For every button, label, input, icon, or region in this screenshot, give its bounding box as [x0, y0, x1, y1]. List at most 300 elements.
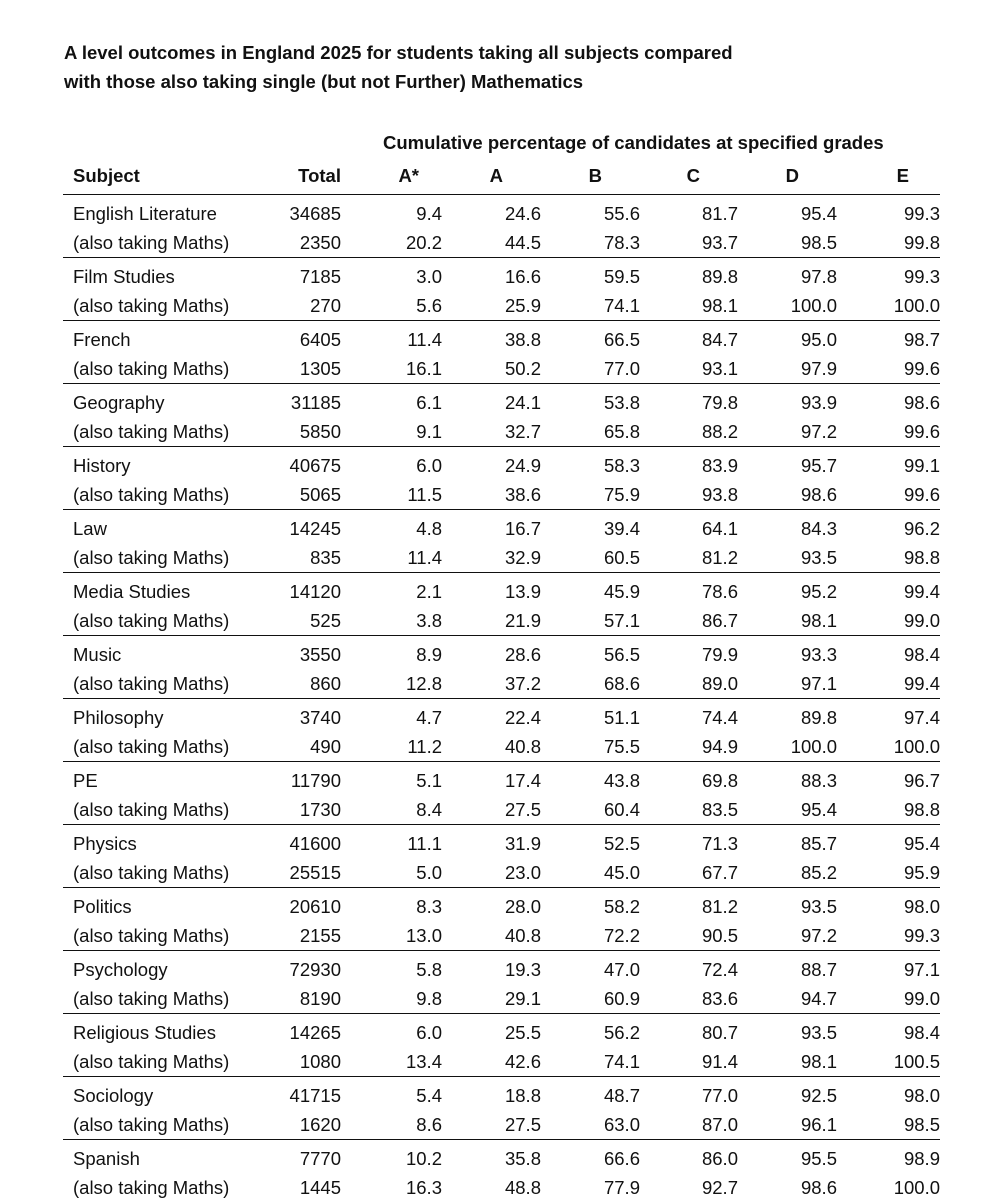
maths-grade-cell: 98.5: [837, 1110, 940, 1140]
grade-cell: 53.8: [541, 384, 640, 418]
maths-total-cell: 1305: [273, 354, 341, 384]
maths-grade-cell: 99.6: [837, 417, 940, 447]
table-row: [63, 510, 940, 544]
maths-grade-cell: 78.3: [541, 228, 640, 258]
grade-cell: 16.7: [442, 510, 541, 544]
maths-label-cell: (also taking Maths): [63, 543, 273, 573]
maths-total-cell: 835: [273, 543, 341, 573]
total-cell: 3550: [273, 636, 341, 670]
grade-cell: 81.7: [640, 195, 738, 229]
grade-cell: 28.0: [442, 888, 541, 922]
subject-cell: Psychology: [63, 951, 273, 985]
table-row: [63, 321, 940, 355]
maths-grade-cell: 99.6: [837, 354, 940, 384]
grade-cell: 93.3: [738, 636, 837, 670]
maths-label-cell: (also taking Maths): [63, 291, 273, 321]
maths-grade-cell: 86.7: [640, 606, 738, 636]
maths-grade-cell: 93.5: [738, 543, 837, 573]
maths-label-cell: (also taking Maths): [63, 1047, 273, 1077]
maths-total-cell: 1730: [273, 795, 341, 825]
grade-cell: 99.4: [837, 573, 940, 607]
maths-grade-cell: 12.8: [341, 669, 442, 699]
maths-grade-cell: 83.5: [640, 795, 738, 825]
grade-cell: 69.8: [640, 762, 738, 796]
grade-cell: 89.8: [738, 699, 837, 733]
title-line-2: with those also taking single (but not Further) Mathematics: [64, 67, 944, 96]
maths-grade-cell: 5.0: [341, 858, 442, 888]
maths-label-cell: (also taking Maths): [63, 1110, 273, 1140]
outcomes-table: [63, 158, 940, 1202]
grade-cell: 86.0: [640, 1140, 738, 1174]
grade-cell: 88.7: [738, 951, 837, 985]
grade-cell: 99.3: [837, 195, 940, 229]
maths-total-cell: 2155: [273, 921, 341, 951]
header-grade-astar: A*: [341, 158, 442, 195]
table-row: [63, 258, 940, 292]
grade-cell: 6.1: [341, 384, 442, 418]
total-cell: 41715: [273, 1077, 341, 1111]
header-grade-d: D: [738, 158, 837, 195]
grade-cell: 98.7: [837, 321, 940, 355]
table-row: [63, 1140, 940, 1174]
maths-grade-cell: 100.0: [837, 1173, 940, 1202]
maths-grade-cell: 97.9: [738, 354, 837, 384]
maths-grade-cell: 23.0: [442, 858, 541, 888]
grade-cell: 81.2: [640, 888, 738, 922]
maths-grade-cell: 93.8: [640, 480, 738, 510]
total-cell: 14245: [273, 510, 341, 544]
table-row: [63, 669, 940, 699]
grade-cell: 39.4: [541, 510, 640, 544]
maths-grade-cell: 97.1: [738, 669, 837, 699]
grade-cell: 92.5: [738, 1077, 837, 1111]
table-row: [63, 732, 940, 762]
table-row: [63, 951, 940, 985]
maths-grade-cell: 68.6: [541, 669, 640, 699]
grade-cell: 95.5: [738, 1140, 837, 1174]
grade-cell: 89.8: [640, 258, 738, 292]
maths-total-cell: 860: [273, 669, 341, 699]
maths-grade-cell: 88.2: [640, 417, 738, 447]
maths-grade-cell: 99.8: [837, 228, 940, 258]
grade-cell: 16.6: [442, 258, 541, 292]
grade-cell: 58.2: [541, 888, 640, 922]
grade-cell: 93.5: [738, 1014, 837, 1048]
maths-grade-cell: 63.0: [541, 1110, 640, 1140]
grade-cell: 10.2: [341, 1140, 442, 1174]
grade-cell: 22.4: [442, 699, 541, 733]
table-row: [63, 354, 940, 384]
table-row: [63, 573, 940, 607]
grade-cell: 88.3: [738, 762, 837, 796]
maths-grade-cell: 74.1: [541, 1047, 640, 1077]
grade-cell: 24.1: [442, 384, 541, 418]
grade-cell: 5.1: [341, 762, 442, 796]
subject-cell: Physics: [63, 825, 273, 859]
maths-grade-cell: 95.4: [738, 795, 837, 825]
grade-cell: 43.8: [541, 762, 640, 796]
maths-grade-cell: 32.7: [442, 417, 541, 447]
grade-cell: 98.4: [837, 1014, 940, 1048]
maths-grade-cell: 94.7: [738, 984, 837, 1014]
total-cell: 11790: [273, 762, 341, 796]
maths-grade-cell: 50.2: [442, 354, 541, 384]
maths-grade-cell: 77.9: [541, 1173, 640, 1202]
maths-total-cell: 1080: [273, 1047, 341, 1077]
table-row: [63, 888, 940, 922]
maths-grade-cell: 97.2: [738, 921, 837, 951]
table-row: [63, 480, 940, 510]
grade-cell: 45.9: [541, 573, 640, 607]
grade-cell: 95.4: [837, 825, 940, 859]
grade-cell: 97.1: [837, 951, 940, 985]
table-row: [63, 1077, 940, 1111]
maths-grade-cell: 99.0: [837, 606, 940, 636]
grade-cell: 24.6: [442, 195, 541, 229]
maths-grade-cell: 100.5: [837, 1047, 940, 1077]
grade-cell: 55.6: [541, 195, 640, 229]
subject-cell: French: [63, 321, 273, 355]
grade-cell: 84.7: [640, 321, 738, 355]
maths-total-cell: 5850: [273, 417, 341, 447]
grade-cell: 98.0: [837, 888, 940, 922]
grade-cell: 98.9: [837, 1140, 940, 1174]
maths-grade-cell: 60.4: [541, 795, 640, 825]
maths-grade-cell: 57.1: [541, 606, 640, 636]
grade-cell: 83.9: [640, 447, 738, 481]
grades-super-header: Cumulative percentage of candidates at specified grades: [383, 132, 884, 154]
grade-cell: 3.0: [341, 258, 442, 292]
maths-grade-cell: 16.3: [341, 1173, 442, 1202]
grade-cell: 35.8: [442, 1140, 541, 1174]
maths-grade-cell: 100.0: [837, 291, 940, 321]
maths-grade-cell: 77.0: [541, 354, 640, 384]
subject-cell: Philosophy: [63, 699, 273, 733]
table-row: [63, 795, 940, 825]
maths-grade-cell: 98.6: [738, 1173, 837, 1202]
grade-cell: 2.1: [341, 573, 442, 607]
subject-cell: Law: [63, 510, 273, 544]
grade-cell: 56.5: [541, 636, 640, 670]
maths-grade-cell: 27.5: [442, 795, 541, 825]
table-row: [63, 1173, 940, 1202]
maths-grade-cell: 40.8: [442, 921, 541, 951]
total-cell: 7185: [273, 258, 341, 292]
grade-cell: 24.9: [442, 447, 541, 481]
subject-cell: English Literature: [63, 195, 273, 229]
subject-cell: Music: [63, 636, 273, 670]
maths-label-cell: (also taking Maths): [63, 921, 273, 951]
header-grade-a: A: [442, 158, 541, 195]
grade-cell: 84.3: [738, 510, 837, 544]
maths-grade-cell: 67.7: [640, 858, 738, 888]
maths-grade-cell: 91.4: [640, 1047, 738, 1077]
maths-grade-cell: 60.5: [541, 543, 640, 573]
total-cell: 7770: [273, 1140, 341, 1174]
maths-grade-cell: 85.2: [738, 858, 837, 888]
maths-grade-cell: 98.8: [837, 795, 940, 825]
grade-cell: 9.4: [341, 195, 442, 229]
maths-grade-cell: 98.1: [640, 291, 738, 321]
maths-grade-cell: 99.3: [837, 921, 940, 951]
table-row: [63, 447, 940, 481]
grade-cell: 95.0: [738, 321, 837, 355]
table-row: [63, 858, 940, 888]
maths-grade-cell: 11.2: [341, 732, 442, 762]
grade-cell: 8.3: [341, 888, 442, 922]
grade-cell: 80.7: [640, 1014, 738, 1048]
maths-grade-cell: 32.9: [442, 543, 541, 573]
maths-grade-cell: 100.0: [738, 732, 837, 762]
grade-cell: 4.8: [341, 510, 442, 544]
maths-total-cell: 2350: [273, 228, 341, 258]
maths-grade-cell: 38.6: [442, 480, 541, 510]
maths-label-cell: (also taking Maths): [63, 417, 273, 447]
maths-grade-cell: 60.9: [541, 984, 640, 1014]
table-row: [63, 417, 940, 447]
maths-grade-cell: 93.7: [640, 228, 738, 258]
header-grade-c: C: [640, 158, 738, 195]
grade-cell: 95.7: [738, 447, 837, 481]
grade-cell: 72.4: [640, 951, 738, 985]
table-row: [63, 228, 940, 258]
grade-cell: 99.1: [837, 447, 940, 481]
maths-grade-cell: 48.8: [442, 1173, 541, 1202]
grade-cell: 11.4: [341, 321, 442, 355]
maths-total-cell: 8190: [273, 984, 341, 1014]
maths-label-cell: (also taking Maths): [63, 228, 273, 258]
grade-cell: 97.8: [738, 258, 837, 292]
maths-grade-cell: 13.0: [341, 921, 442, 951]
maths-grade-cell: 40.8: [442, 732, 541, 762]
maths-grade-cell: 42.6: [442, 1047, 541, 1077]
table-row: [63, 1110, 940, 1140]
grade-cell: 93.9: [738, 384, 837, 418]
maths-grade-cell: 98.1: [738, 1047, 837, 1077]
header-grade-b: B: [541, 158, 640, 195]
grade-cell: 48.7: [541, 1077, 640, 1111]
subject-cell: History: [63, 447, 273, 481]
subject-cell: Sociology: [63, 1077, 273, 1111]
subject-cell: Media Studies: [63, 573, 273, 607]
maths-label-cell: (also taking Maths): [63, 984, 273, 1014]
maths-grade-cell: 3.8: [341, 606, 442, 636]
maths-total-cell: 1445: [273, 1173, 341, 1202]
title-line-1: A level outcomes in England 2025 for students taking all subjects compared: [64, 38, 944, 67]
table-row: [63, 1014, 940, 1048]
grade-cell: 99.3: [837, 258, 940, 292]
maths-grade-cell: 27.5: [442, 1110, 541, 1140]
maths-grade-cell: 11.4: [341, 543, 442, 573]
maths-grade-cell: 29.1: [442, 984, 541, 1014]
grade-cell: 28.6: [442, 636, 541, 670]
maths-grade-cell: 100.0: [738, 291, 837, 321]
grade-cell: 85.7: [738, 825, 837, 859]
maths-grade-cell: 74.1: [541, 291, 640, 321]
header-row: [63, 158, 940, 195]
total-cell: 14120: [273, 573, 341, 607]
header-total: Total: [273, 158, 341, 195]
grade-cell: 59.5: [541, 258, 640, 292]
grade-cell: 51.1: [541, 699, 640, 733]
maths-grade-cell: 99.6: [837, 480, 940, 510]
table-row: [63, 291, 940, 321]
maths-grade-cell: 100.0: [837, 732, 940, 762]
grade-cell: 6.0: [341, 447, 442, 481]
maths-grade-cell: 98.8: [837, 543, 940, 573]
table-body: [63, 195, 940, 1202]
table-row: [63, 762, 940, 796]
grade-cell: 47.0: [541, 951, 640, 985]
table-row: [63, 384, 940, 418]
grade-cell: 5.4: [341, 1077, 442, 1111]
maths-total-cell: 25515: [273, 858, 341, 888]
maths-total-cell: 270: [273, 291, 341, 321]
maths-grade-cell: 21.9: [442, 606, 541, 636]
maths-grade-cell: 83.6: [640, 984, 738, 1014]
table-row: [63, 921, 940, 951]
total-cell: 31185: [273, 384, 341, 418]
grade-cell: 6.0: [341, 1014, 442, 1048]
maths-label-cell: (also taking Maths): [63, 669, 273, 699]
subject-cell: PE: [63, 762, 273, 796]
table-row: [63, 195, 940, 229]
maths-grade-cell: 11.5: [341, 480, 442, 510]
maths-grade-cell: 16.1: [341, 354, 442, 384]
grade-cell: 96.7: [837, 762, 940, 796]
grade-cell: 13.9: [442, 573, 541, 607]
maths-grade-cell: 8.4: [341, 795, 442, 825]
table-row: [63, 699, 940, 733]
total-cell: 41600: [273, 825, 341, 859]
maths-total-cell: 1620: [273, 1110, 341, 1140]
grade-cell: 19.3: [442, 951, 541, 985]
maths-grade-cell: 94.9: [640, 732, 738, 762]
maths-label-cell: (also taking Maths): [63, 480, 273, 510]
maths-grade-cell: 98.5: [738, 228, 837, 258]
maths-grade-cell: 99.0: [837, 984, 940, 1014]
grade-cell: 98.0: [837, 1077, 940, 1111]
maths-label-cell: (also taking Maths): [63, 1173, 273, 1202]
grade-cell: 38.8: [442, 321, 541, 355]
maths-grade-cell: 75.9: [541, 480, 640, 510]
maths-grade-cell: 37.2: [442, 669, 541, 699]
maths-grade-cell: 89.0: [640, 669, 738, 699]
maths-grade-cell: 99.4: [837, 669, 940, 699]
grade-cell: 18.8: [442, 1077, 541, 1111]
maths-total-cell: 490: [273, 732, 341, 762]
grade-cell: 79.8: [640, 384, 738, 418]
grade-cell: 31.9: [442, 825, 541, 859]
grade-cell: 4.7: [341, 699, 442, 733]
grade-cell: 95.4: [738, 195, 837, 229]
grade-cell: 25.5: [442, 1014, 541, 1048]
maths-label-cell: (also taking Maths): [63, 354, 273, 384]
maths-grade-cell: 72.2: [541, 921, 640, 951]
subject-cell: Politics: [63, 888, 273, 922]
maths-label-cell: (also taking Maths): [63, 858, 273, 888]
maths-label-cell: (also taking Maths): [63, 795, 273, 825]
maths-grade-cell: 95.9: [837, 858, 940, 888]
total-cell: 3740: [273, 699, 341, 733]
grade-cell: 58.3: [541, 447, 640, 481]
maths-total-cell: 525: [273, 606, 341, 636]
table-row: [63, 606, 940, 636]
total-cell: 14265: [273, 1014, 341, 1048]
maths-grade-cell: 96.1: [738, 1110, 837, 1140]
table-row: [63, 984, 940, 1014]
grade-cell: 56.2: [541, 1014, 640, 1048]
header-grade-e: E: [837, 158, 940, 195]
maths-grade-cell: 5.6: [341, 291, 442, 321]
total-cell: 20610: [273, 888, 341, 922]
maths-total-cell: 5065: [273, 480, 341, 510]
subject-cell: Religious Studies: [63, 1014, 273, 1048]
maths-grade-cell: 97.2: [738, 417, 837, 447]
grade-cell: 97.4: [837, 699, 940, 733]
table-row: [63, 1047, 940, 1077]
table-row: [63, 543, 940, 573]
maths-grade-cell: 90.5: [640, 921, 738, 951]
maths-label-cell: (also taking Maths): [63, 732, 273, 762]
maths-grade-cell: 98.1: [738, 606, 837, 636]
grade-cell: 8.9: [341, 636, 442, 670]
total-cell: 40675: [273, 447, 341, 481]
grade-cell: 96.2: [837, 510, 940, 544]
grade-cell: 64.1: [640, 510, 738, 544]
grade-cell: 93.5: [738, 888, 837, 922]
maths-grade-cell: 81.2: [640, 543, 738, 573]
grade-cell: 98.4: [837, 636, 940, 670]
grade-cell: 52.5: [541, 825, 640, 859]
maths-grade-cell: 9.1: [341, 417, 442, 447]
subject-cell: Geography: [63, 384, 273, 418]
subject-cell: Spanish: [63, 1140, 273, 1174]
total-cell: 34685: [273, 195, 341, 229]
grade-cell: 77.0: [640, 1077, 738, 1111]
grade-cell: 95.2: [738, 573, 837, 607]
maths-grade-cell: 92.7: [640, 1173, 738, 1202]
grade-cell: 79.9: [640, 636, 738, 670]
table-row: [63, 636, 940, 670]
maths-grade-cell: 44.5: [442, 228, 541, 258]
grade-cell: 17.4: [442, 762, 541, 796]
maths-grade-cell: 45.0: [541, 858, 640, 888]
table-row: [63, 825, 940, 859]
total-cell: 6405: [273, 321, 341, 355]
subject-cell: Film Studies: [63, 258, 273, 292]
maths-grade-cell: 25.9: [442, 291, 541, 321]
maths-grade-cell: 93.1: [640, 354, 738, 384]
maths-grade-cell: 98.6: [738, 480, 837, 510]
grade-cell: 66.6: [541, 1140, 640, 1174]
grade-cell: 5.8: [341, 951, 442, 985]
maths-grade-cell: 75.5: [541, 732, 640, 762]
maths-label-cell: (also taking Maths): [63, 606, 273, 636]
grade-cell: 78.6: [640, 573, 738, 607]
maths-grade-cell: 65.8: [541, 417, 640, 447]
grade-cell: 98.6: [837, 384, 940, 418]
grade-cell: 74.4: [640, 699, 738, 733]
total-cell: 72930: [273, 951, 341, 985]
maths-grade-cell: 13.4: [341, 1047, 442, 1077]
maths-grade-cell: 9.8: [341, 984, 442, 1014]
maths-grade-cell: 8.6: [341, 1110, 442, 1140]
page-title: [64, 38, 944, 96]
maths-grade-cell: 20.2: [341, 228, 442, 258]
maths-grade-cell: 87.0: [640, 1110, 738, 1140]
grade-cell: 71.3: [640, 825, 738, 859]
